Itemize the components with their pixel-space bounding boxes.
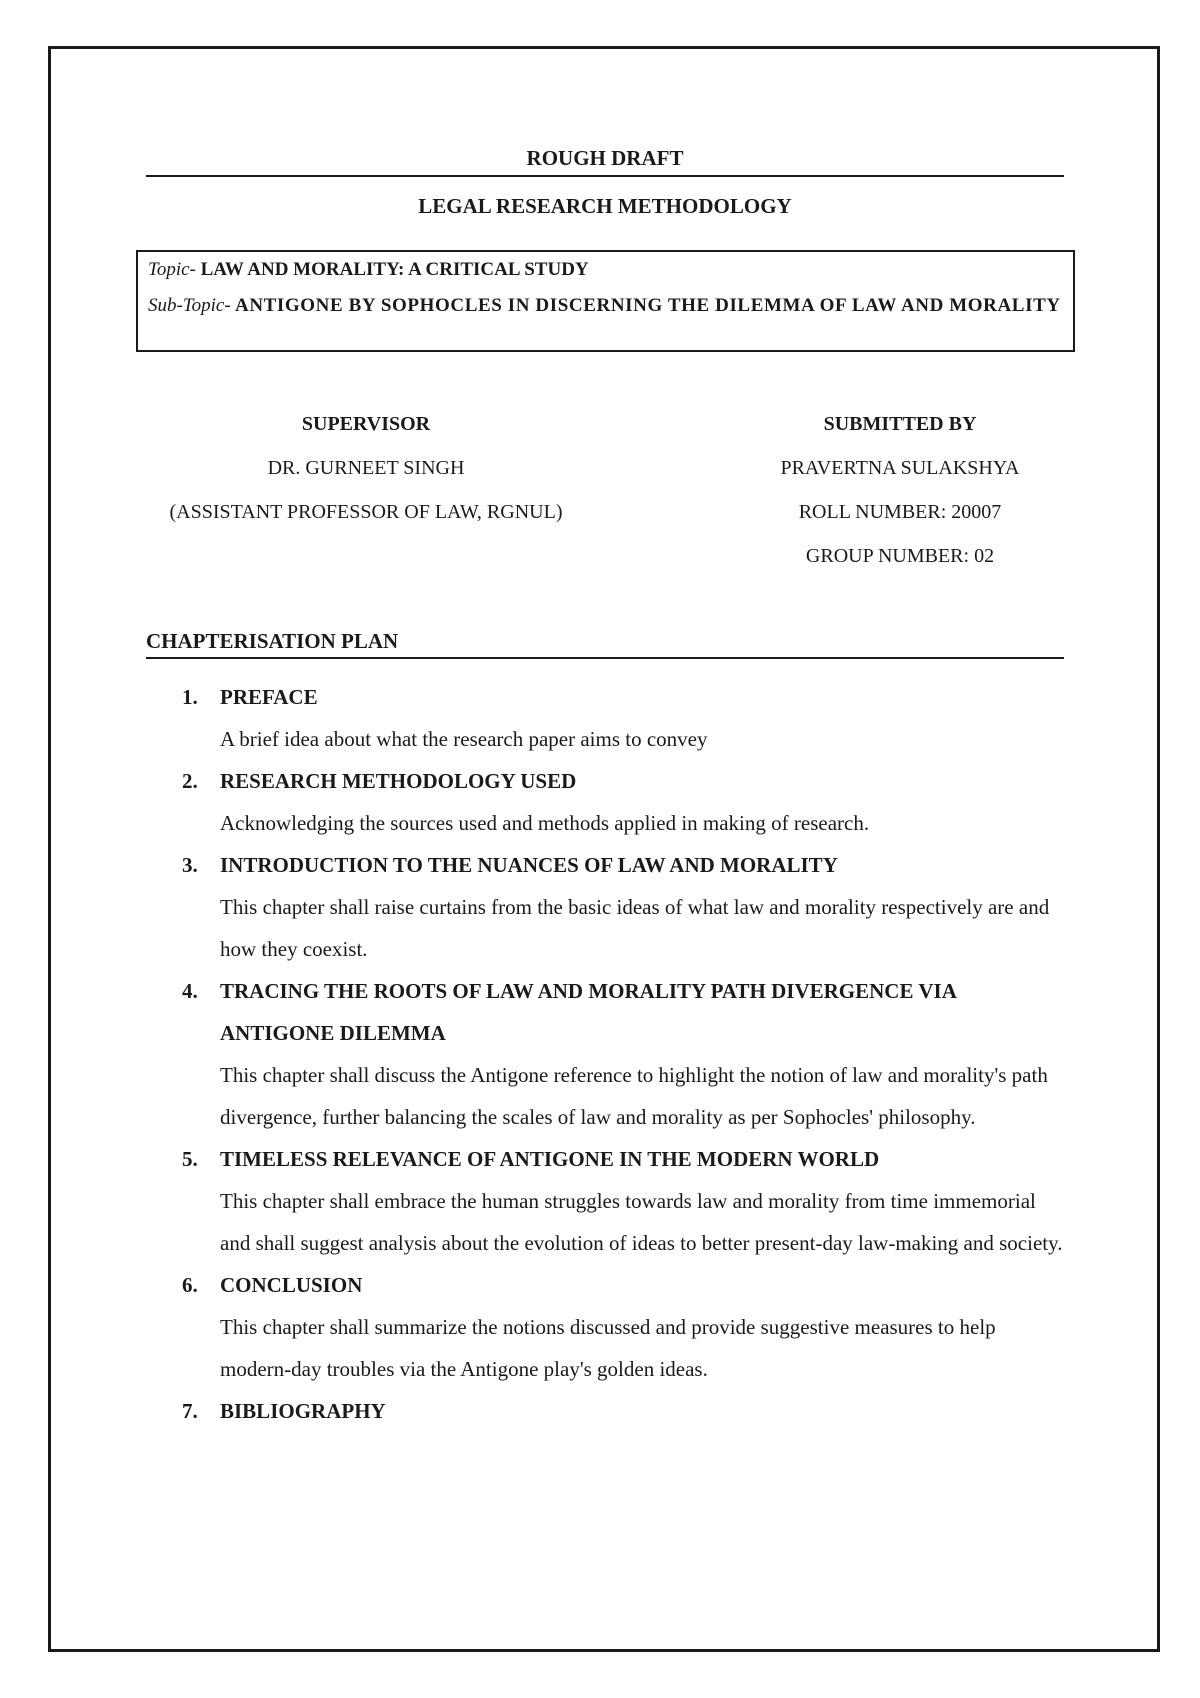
document-title: ROUGH DRAFT: [526, 146, 684, 170]
chapter-number: 2.: [182, 769, 198, 793]
roll-number: ROLL NUMBER: 20007: [798, 501, 1002, 523]
chapter-list: [146, 676, 1064, 1432]
chapterisation-title: CHAPTERISATION PLAN: [146, 629, 399, 653]
chapter-number: 1.: [182, 685, 198, 709]
chapter-item: [146, 1390, 1064, 1432]
topic-label: Topic-: [148, 259, 196, 280]
student-name: PRAVERTNA SULAKSHYA: [780, 457, 1020, 479]
chapter-item: [146, 844, 1064, 970]
chapter-description: This chapter shall summarize the notions discussed and provide suggestive measures to help modern-day troubles via the Antigone play's golden ideas.: [220, 1315, 996, 1381]
supervisor-heading: SUPERVISOR: [301, 413, 431, 435]
chapter-description: Acknowledging the sources used and methods applied in making of research.: [220, 811, 870, 835]
chapter-heading: CONCLUSION: [220, 1273, 363, 1297]
group-number: GROUP NUMBER: 02: [805, 545, 995, 567]
subtopic-line: [148, 294, 1063, 318]
chapter-item: [146, 1138, 1064, 1264]
submitted-by-heading: SUBMITTED BY: [823, 413, 977, 435]
subtopic-label: Sub-Topic-: [148, 295, 231, 316]
topic-line: [148, 258, 1063, 282]
chapter-number: 6.: [182, 1273, 198, 1297]
chapter-heading: INTRODUCTION TO THE NUANCES OF LAW AND MORALITY: [220, 853, 838, 877]
chapter-description: This chapter shall discuss the Antigone reference to highlight the notion of law and morality's path divergence, further balancing the scales of law and morality as per Sophocles' philosophy.: [220, 1063, 1048, 1129]
chapter-heading: PREFACE: [220, 685, 318, 709]
subject-title: LEGAL RESEARCH METHODOLOGY: [418, 194, 792, 218]
chapter-number: 4.: [182, 979, 198, 1003]
chapter-description: A brief idea about what the research paper aims to convey: [220, 727, 708, 751]
chapter-item: [146, 760, 1064, 844]
submitted-by-block: [700, 402, 1100, 578]
chapter-heading: BIBLIOGRAPHY: [220, 1399, 386, 1423]
chapterisation-rule: [146, 657, 1064, 659]
chapter-item: [146, 1264, 1064, 1390]
topic-box: [136, 250, 1075, 352]
chapter-number: 7.: [182, 1399, 198, 1423]
chapter-description: This chapter shall raise curtains from the basic ideas of what law and morality respectively are and how they coexist.: [220, 895, 1050, 961]
subtopic-text: ANTIGONE BY SOPHOCLES IN DISCERNING THE DILEMMA OF LAW AND MORALITY: [235, 295, 1061, 316]
chapter-number: 3.: [182, 853, 198, 877]
supervisor-block: [146, 402, 586, 534]
chapter-description: This chapter shall embrace the human struggles towards law and morality from time immemorial and shall suggest analysis about the evolution of ideas to better present-day law-making and society.: [220, 1189, 1063, 1255]
chapter-number: 5.: [182, 1147, 198, 1171]
chapter-heading: RESEARCH METHODOLOGY USED: [220, 769, 577, 793]
chapter-item: [146, 676, 1064, 760]
supervisor-designation: (ASSISTANT PROFESSOR OF LAW, RGNUL): [169, 501, 563, 523]
topic-text: LAW AND MORALITY: A CRITICAL STUDY: [200, 259, 589, 280]
supervisor-name: DR. GURNEET SINGH: [267, 457, 465, 479]
chapter-heading: TIMELESS RELEVANCE OF ANTIGONE IN THE MODERN WORLD: [220, 1147, 880, 1171]
chapter-item: [146, 970, 1064, 1138]
title-rule: [146, 175, 1064, 177]
chapter-heading: TRACING THE ROOTS OF LAW AND MORALITY PATH DIVERGENCE VIA ANTIGONE DILEMMA: [220, 979, 956, 1045]
